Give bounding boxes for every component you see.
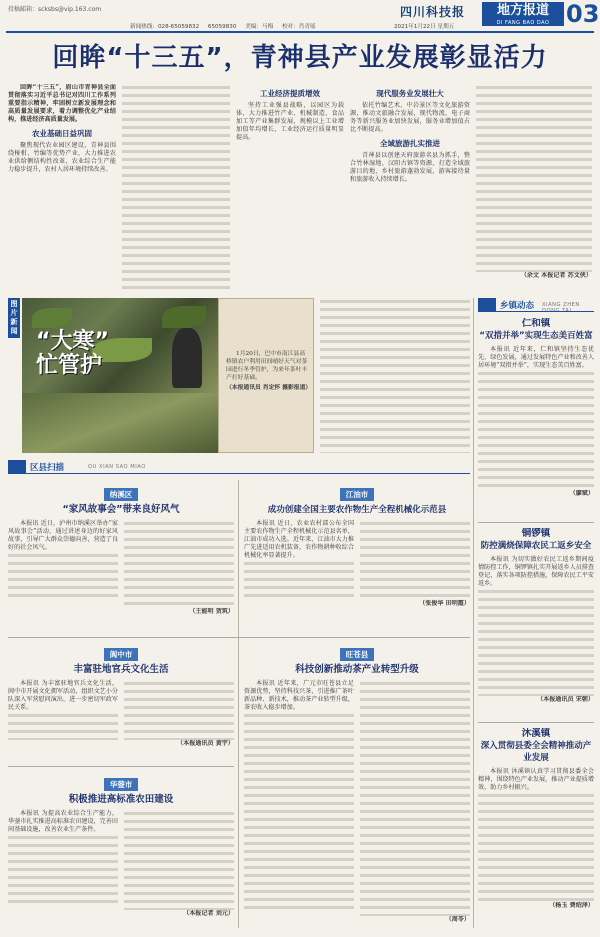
right-town-a: 仁和镇 (521, 318, 551, 329)
item-byline-d: （周苓） (445, 916, 470, 923)
right-body-a: 本报讯 近年来，仁和镇坚持生态优先、绿色发展，通过发展特色产业和改善人居环境“双措并举”，实现生态美百姓富。 (478, 346, 594, 369)
lead-col-5 (476, 84, 592, 294)
text-block (478, 370, 594, 490)
item-body-e: 本报讯 为提高农业综合生产能力，华蓥市扎实推进高标准农田建设，完善田间基础设施，改善农业生产条件。 (8, 810, 118, 833)
page-number: 03 (566, 0, 600, 28)
masthead-contacts (130, 22, 323, 30)
item-title-a: “家风故事会”带来良好风气 (62, 504, 180, 515)
region-tag-e: 华蓥市 (104, 778, 139, 791)
photo-credit: （本报通讯员 肖定怀 摄影报道） (226, 385, 312, 391)
county-item-e (8, 772, 234, 928)
text-block (8, 834, 118, 904)
designer: 美编：马梅 (245, 24, 274, 30)
text-block (360, 520, 470, 600)
masthead (0, 0, 600, 34)
lead-col-1 (8, 84, 116, 294)
right-title-c: 深入贯彻县委全会精神推动产业发展 (480, 741, 592, 763)
text-block (124, 680, 234, 740)
photo-big-caption: “大寒” 忙管护 (36, 329, 109, 378)
item-byline-e: （本报记者 刘元） (183, 910, 234, 917)
text-block (244, 560, 354, 600)
right-town-c: 沐溪镇 (521, 728, 551, 739)
region-tag-a: 纳溪区 (104, 488, 139, 501)
township-bar: 乡镇动态 XIANG ZHEN (478, 298, 594, 312)
lead-para-3: 依托竹编艺术、中岩景区等文化旅游资源，推动文旅融合发展，现代物流、电子商务等新兴服务业加快发展，服务业增加值占比不断提高。 (350, 102, 470, 133)
region-tag-d: 旺苍县 (340, 648, 375, 661)
right-town-b: 铜锣镇 (521, 528, 551, 539)
page-headline: 回眸“十三五”，青神县产业发展彰显活力 (52, 43, 548, 73)
lead-subhead-3: 现代服务业发展壮大 (376, 89, 444, 98)
item-title-d: 科技创新推动茶产业转型升级 (295, 664, 419, 675)
hotline: 新闻热线：028-65059832 (130, 24, 200, 30)
right-byline-b: （本报通讯员 宋朝） (537, 696, 594, 703)
photo-news-tag: 图片新闻 (8, 298, 20, 338)
lead-col-2 (122, 84, 230, 294)
lead-intro: 回眸“十三五”，眉山市青神县全面贯彻落实习近平总书记对四川工作系列重要指示精神，牢固树立新发展理念和高质量发展要求，着力调整优化产业结构，推进经济高质量发展。 (8, 84, 116, 123)
right-byline-a: （廖斌） (569, 490, 594, 497)
lead-continued (320, 298, 470, 453)
right-item-a (478, 318, 594, 518)
county-item-a (8, 482, 234, 632)
right-title-a: “双措并举”实现生态美百姓富 (479, 331, 593, 341)
paper-name: 四川科技报 (400, 5, 466, 19)
photo-caption: 1月20日，巴中市南江县高桥镇农户利用田间晴好天气对茶园进行冬季管护，为来年茶叶丰产打好基础。 （本报通讯员 肖定怀 摄影报道） (226, 351, 312, 391)
masthead-rule (6, 31, 594, 33)
text-block (478, 792, 594, 902)
lead-col-4 (350, 84, 470, 294)
lead-para-2: 坚持工业强县战略，以园区为载体，大力推进竹产业、机械制造、食品加工等产业集群发展，规模以上工业增加值年均增长，工业经济运行质量明显提高。 (236, 102, 344, 141)
lead-subhead-2: 工业经济提质增效 (260, 89, 320, 98)
right-body-b: 本报讯 为切实做好农民工返乡期间疫情防控工作，铜锣镇扎实开展返乡人员排查登记，落实各项防控措施，保障农民工平安返乡。 (478, 556, 594, 587)
right-body-c: 本报讯 沐溪镇认真学习贯彻县委全会精神，围绕特色产业发展，推动产业提质增效，助力乡村振兴。 (478, 768, 594, 791)
item-byline-a: （王能明 贺筑） (189, 608, 234, 615)
text-block (320, 298, 470, 453)
county-item-c (8, 642, 234, 762)
lead-para-4: 青神县以创建天府旅游名县为抓手，整合竹林湿地、汉阳古镇等资源，打造全域旅游目的地，乡村旅游蓬勃发展，游客接待量和旅游收入持续增长。 (350, 152, 470, 183)
county-bar: 区县扫描 QU XIAN SAO MIAO (8, 460, 470, 474)
text-block (124, 520, 234, 608)
right-item-c (478, 728, 594, 928)
right-byline-c: （杨玉 费绍泽） (549, 902, 594, 909)
lead-col-3 (236, 84, 344, 294)
text-block (476, 84, 592, 272)
item-byline-c: （本报通讯员 黄宇） (177, 740, 234, 747)
right-item-b (478, 528, 594, 718)
region-tag-b: 江油市 (340, 488, 375, 501)
lead-byline: （余文 本报记者 苏文侠） (520, 272, 592, 279)
item-body-d: 本报讯 近年来，广元市旺苍县立足资源优势，坚持科技兴茶，引进推广茶叶新品种、新技术，推动茶产业转型升级，茶农收入稳步增加。 (244, 680, 354, 711)
text-block (478, 588, 594, 696)
text-block (244, 712, 354, 912)
item-body-c: 本报讯 为丰富驻地官兵文化生活，阆中市开展文化拥军活动，组织文艺小分队深入军营慰问演出，进一步密切军政军民关系。 (8, 680, 118, 711)
item-title-e: 积极推进高标准农田建设 (68, 794, 174, 805)
county-item-b (244, 482, 470, 632)
section-label-en: DI FANG BAO DAO (496, 20, 550, 26)
lead-subhead-4: 全域旅游扎实推进 (380, 139, 440, 148)
item-title-b: 成功创建全国主要农作物生产全程机械化示范县 (267, 505, 447, 515)
hotline-2: 65059830 (207, 24, 237, 30)
lead-subhead-1: 农业基础日益巩固 (32, 129, 92, 138)
masthead-email: 投稿邮箱：scksbs@vip.163.com (8, 6, 102, 13)
news-photo-bottom (22, 393, 218, 453)
text-block (8, 712, 118, 740)
county-item-d (244, 642, 470, 928)
proofreader: 校对：肖青瑶 (281, 24, 316, 30)
lead-para-1: 聚焦现代农业园区建设，青神县围绕椪柑、竹编等优势产业，大力推进农业供给侧结构性改革，农业综合生产能力稳步提升，农村人居环境持续改善。 (8, 142, 116, 173)
item-body-a: 本报讯 近日，泸州市纳溪区举办“家风故事会”活动，通过讲述身边的好家风故事，引导广大群众崇德向善，营造了良好的社会风气。 (8, 520, 118, 551)
text-block (8, 552, 118, 600)
right-title-b: 防控满烧保障农民工返乡安全 (480, 541, 592, 551)
text-block (360, 680, 470, 916)
item-title-c: 丰富驻地官兵文化生活 (73, 664, 169, 675)
item-body-b: 本报讯 近日，农业农村部公布全国主要农作物生产全程机械化示范县名单，江油市成功入选。近年来，江油市大力推广先进适用农机装备，农作物耕种收综合机械化率显著提升。 (244, 520, 354, 559)
region-tag-c: 阆中市 (104, 648, 139, 661)
item-byline-b: （张俊华 田明霞） (419, 600, 470, 607)
issue-date: 2021年1月22日 星期五 (394, 24, 455, 30)
text-block (124, 810, 234, 910)
section-label: 地方报道 (482, 2, 564, 26)
text-block (122, 84, 230, 294)
